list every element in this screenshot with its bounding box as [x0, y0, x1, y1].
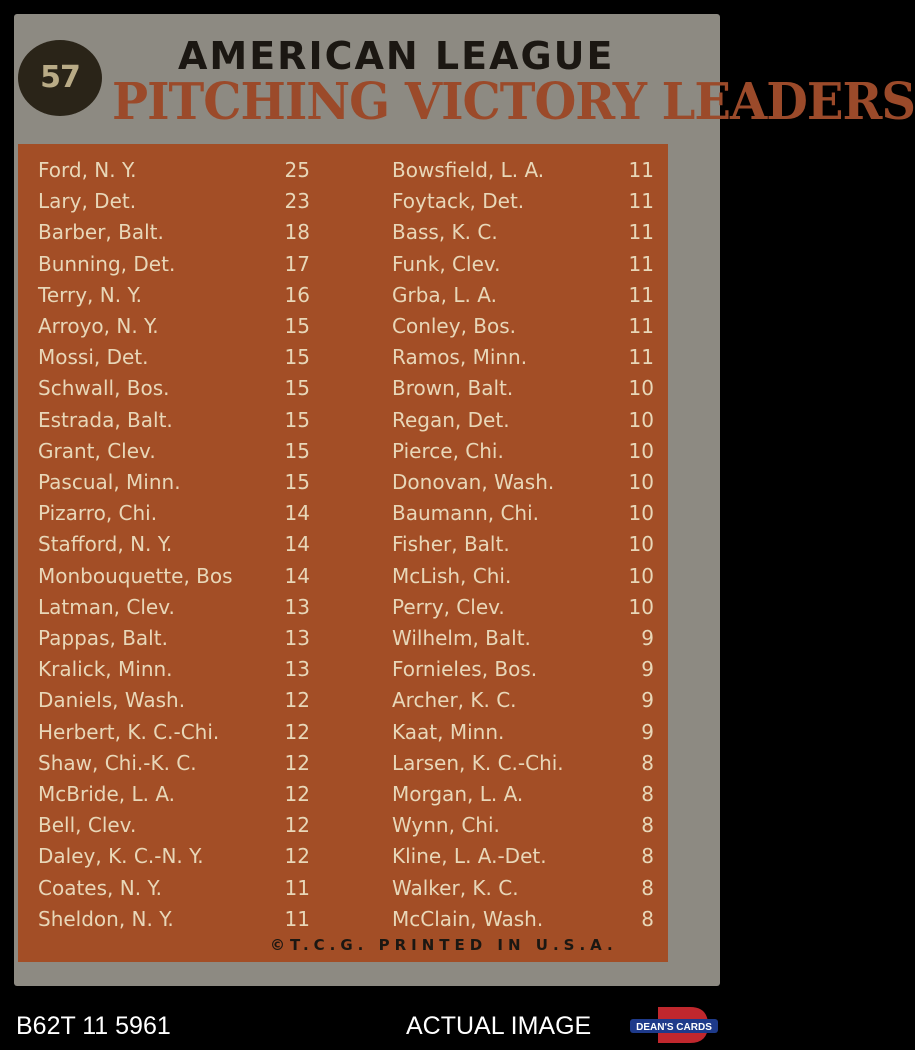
- pitcher-name: Bowsfield, L. A.: [392, 158, 545, 182]
- win-count: 10: [628, 376, 654, 401]
- pitcher-name: McClain, Wash.: [392, 906, 544, 931]
- win-count: 11: [628, 314, 654, 338]
- win-count: 13: [284, 626, 310, 650]
- pitcher-name: Grant, Clev.: [38, 438, 156, 463]
- card-number: 57: [40, 60, 80, 95]
- win-count: 15: [284, 407, 310, 432]
- win-count: 10: [628, 470, 654, 494]
- win-count: 23: [284, 189, 310, 214]
- card-title-line1: AMERICAN LEAGUE: [178, 34, 615, 78]
- win-count: 9: [641, 657, 654, 682]
- pitcher-name: Foytack, Det.: [392, 189, 525, 214]
- win-count: 8: [641, 875, 654, 900]
- win-count: 15: [284, 376, 310, 401]
- pitcher-name: Baumann, Chi.: [392, 501, 540, 526]
- pitcher-name: Wilhelm, Balt.: [392, 626, 531, 650]
- win-count: 16: [284, 282, 310, 307]
- pitcher-name: Walker, K. C.: [392, 875, 519, 900]
- win-count: 15: [284, 438, 310, 463]
- win-count: 8: [641, 782, 654, 806]
- card-number-badge: [18, 40, 102, 116]
- pitcher-name: Bell, Clev.: [38, 813, 137, 838]
- pitcher-name: Shaw, Chi.-K. C.: [38, 750, 197, 775]
- pitcher-name: Conley, Bos.: [392, 314, 517, 338]
- pitcher-name: Kaat, Minn.: [392, 719, 505, 744]
- copyright-line: ©T.C.G. PRINTED IN U.S.A.: [270, 936, 618, 954]
- pitcher-name: Monbouquette, Bos: [38, 563, 233, 588]
- pitcher-name: Regan, Det.: [392, 407, 510, 432]
- win-count: 11: [628, 251, 654, 276]
- win-count: 10: [628, 594, 654, 619]
- win-count: 8: [641, 750, 654, 775]
- win-count: 25: [284, 158, 310, 182]
- win-count: 10: [628, 501, 654, 526]
- svg-text:DEAN'S CARDS: DEAN'S CARDS: [636, 1022, 712, 1033]
- win-count: 10: [628, 438, 654, 463]
- pitcher-name: Perry, Clev.: [392, 594, 505, 619]
- pitcher-name: Kline, L. A.-Det.: [392, 844, 547, 869]
- pitcher-name: Daniels, Wash.: [38, 688, 186, 713]
- pitcher-name: Sheldon, N. Y.: [38, 906, 174, 931]
- win-count: 12: [284, 719, 310, 744]
- pitcher-name: Latman, Clev.: [38, 594, 175, 619]
- win-count: 17: [284, 251, 310, 276]
- pitcher-name: Herbert, K. C.-Chi.: [38, 719, 220, 744]
- win-count: 12: [284, 750, 310, 775]
- win-count: 11: [628, 189, 654, 214]
- pitcher-name: Barber, Balt.: [38, 220, 164, 245]
- win-count: 14: [284, 563, 310, 588]
- pitcher-name: Lary, Det.: [38, 189, 137, 214]
- pitcher-name: Pascual, Minn.: [38, 470, 181, 494]
- pitcher-name: Daley, K. C.-N. Y.: [38, 844, 204, 869]
- win-count: 15: [284, 345, 310, 370]
- win-count: 9: [641, 626, 654, 650]
- pitcher-name: Fornieles, Bos.: [392, 657, 538, 682]
- pitcher-name: Terry, N. Y.: [38, 282, 142, 307]
- win-count: 8: [641, 906, 654, 931]
- win-count: 9: [641, 688, 654, 713]
- pitcher-name: McLish, Chi.: [392, 563, 512, 588]
- win-count: 11: [628, 282, 654, 307]
- win-count: 11: [628, 158, 654, 182]
- card-title-line2: PITCHING VICTORY LEADERS: [112, 72, 915, 132]
- pitcher-name: Donovan, Wash.: [392, 470, 555, 494]
- win-count: 12: [284, 782, 310, 806]
- win-count: 10: [628, 563, 654, 588]
- deans-cards-logo: [628, 1005, 720, 1045]
- pitcher-name: Grba, L. A.: [392, 282, 497, 307]
- win-count: 15: [284, 314, 310, 338]
- win-count: 10: [628, 532, 654, 557]
- win-count: 8: [641, 844, 654, 869]
- pitcher-name: Pizarro, Chi.: [38, 501, 158, 526]
- pitcher-name: Brown, Balt.: [392, 376, 514, 401]
- win-count: 11: [284, 906, 310, 931]
- win-count: 13: [284, 594, 310, 619]
- pitcher-name: Kralick, Minn.: [38, 657, 173, 682]
- win-count: 14: [284, 501, 310, 526]
- pitcher-name: Ford, N. Y.: [38, 158, 137, 182]
- win-count: 10: [628, 407, 654, 432]
- win-count: 18: [284, 220, 310, 245]
- win-count: 11: [628, 345, 654, 370]
- win-count: 11: [284, 875, 310, 900]
- win-count: 12: [284, 844, 310, 869]
- pitcher-name: Larsen, K. C.-Chi.: [392, 750, 564, 775]
- pitcher-name: Mossi, Det.: [38, 345, 149, 370]
- pitcher-name: Estrada, Balt.: [38, 407, 173, 432]
- win-count: 14: [284, 532, 310, 557]
- pitcher-name: Ramos, Minn.: [392, 345, 528, 370]
- pitcher-name: Funk, Clev.: [392, 251, 501, 276]
- win-count: 9: [641, 719, 654, 744]
- win-count: 11: [628, 220, 654, 245]
- win-count: 13: [284, 657, 310, 682]
- pitcher-name: Stafford, N. Y.: [38, 532, 173, 557]
- win-count: 12: [284, 813, 310, 838]
- pitcher-name: Coates, N. Y.: [38, 875, 162, 900]
- pitcher-name: Fisher, Balt.: [392, 532, 510, 557]
- pitcher-name: McBride, L. A.: [38, 782, 176, 806]
- pitcher-name: Archer, K. C.: [392, 688, 517, 713]
- win-count: 8: [641, 813, 654, 838]
- pitcher-name: Arroyo, N. Y.: [38, 314, 159, 338]
- inventory-code: B62T 11 5961: [16, 1012, 171, 1040]
- pitcher-name: Pierce, Chi.: [392, 438, 504, 463]
- pitcher-name: Morgan, L. A.: [392, 782, 524, 806]
- win-count: 12: [284, 688, 310, 713]
- pitcher-name: Bass, K. C.: [392, 220, 498, 245]
- actual-image-label: ACTUAL IMAGE: [406, 1012, 592, 1040]
- pitcher-name: Wynn, Chi.: [392, 813, 500, 838]
- pitcher-name: Schwall, Bos.: [38, 376, 170, 401]
- pitcher-name: Pappas, Balt.: [38, 626, 168, 650]
- win-count: 15: [284, 470, 310, 494]
- pitcher-name: Bunning, Det.: [38, 251, 176, 276]
